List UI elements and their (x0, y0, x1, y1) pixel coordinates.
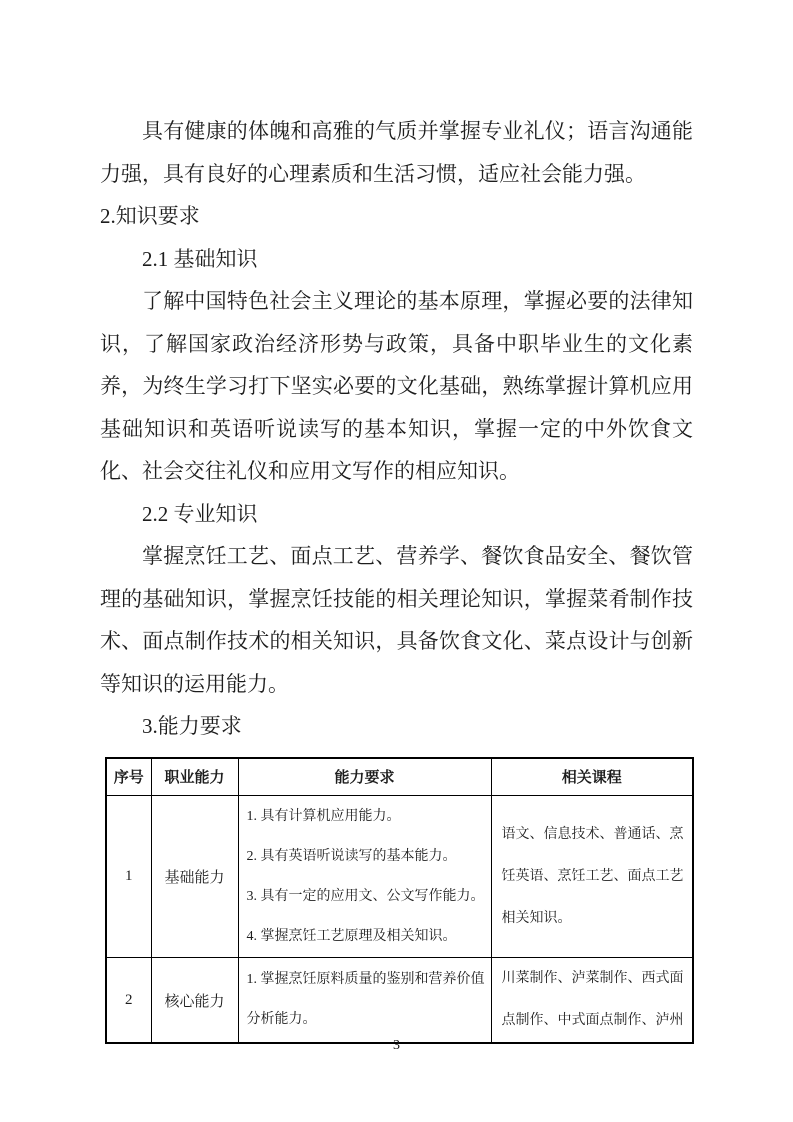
requirement-item: 2. 具有英语听说读写的基本能力。 (246, 848, 457, 864)
heading-basic-knowledge: 2.1 基础知识 (142, 246, 258, 271)
paragraph-professional-knowledge: 掌握烹饪工艺、面点工艺、营养学、餐饮食品安全、餐饮管理的基础知识，掌握烹饪技能的相关理论知识，掌握菜肴制作技术、面点制作技术的相关知识，具备饮食文化、菜点设计与创新等知识的运用能力。 (100, 544, 693, 696)
cell-serial-number: 1 (106, 796, 151, 958)
cell-requirements (238, 958, 491, 1044)
heading-ability-requirements: 3.能力要求 (142, 714, 242, 738)
header-related-courses: 相关课程 (491, 758, 693, 796)
heading-knowledge-requirements: 2.知识要求 (100, 204, 200, 228)
ability-requirements-table (105, 757, 694, 1045)
paragraph-basic-knowledge: 了解中国特色社会主义理论的基本原理，掌握必要的法律知识，了解国家政治经济形势与政策，具备中职毕业生的文化素养，为终生学习打下坚实必要的文化基础，熟练掌握计算机应用基础知识和英语听说读写的基本知识，掌握一定的中外饮食文化、社会交往礼仪和应用文写作的相应知识。 (100, 289, 693, 483)
cell-ability-name: 基础能力 (151, 796, 238, 958)
table-row-basic-ability (106, 796, 693, 958)
cell-ability-name: 核心能力 (151, 958, 238, 1044)
requirement-item: 1. 掌握烹饪原料质量的鉴别和营养价值分析能力。 (246, 972, 485, 1027)
cell-related-courses: 语文、信息技术、普通话、烹饪英语、烹饪工艺、面点工艺相关知识。 (491, 796, 693, 958)
paragraph-quality-requirements: 具有健康的体魄和高雅的气质并掌握专业礼仪；语言沟通能力强，具有良好的心理素质和生活习惯，适应社会能力强。 (100, 119, 693, 186)
requirement-item: 1. 具有计算机应用能力。 (246, 808, 401, 824)
page-number: 3 (393, 1038, 400, 1053)
header-professional-ability: 职业能力 (151, 758, 238, 796)
heading-professional-knowledge: 2.2 专业知识 (142, 501, 258, 526)
requirement-item: 3. 具有一定的应用文、公文写作能力。 (246, 888, 485, 904)
header-ability-requirements: 能力要求 (238, 758, 491, 796)
cell-related-courses: 川菜制作、泸菜制作、西式面点制作、中式面点制作、泸州 (491, 958, 693, 1044)
header-serial-number: 序号 (106, 758, 151, 796)
table-row-core-ability (106, 958, 693, 1044)
table-header-row (106, 758, 693, 796)
cell-serial-number: 2 (106, 958, 151, 1044)
document-body (100, 110, 693, 748)
requirement-item: 4. 掌握烹饪工艺原理及相关知识。 (246, 928, 457, 944)
cell-requirements (238, 796, 491, 958)
